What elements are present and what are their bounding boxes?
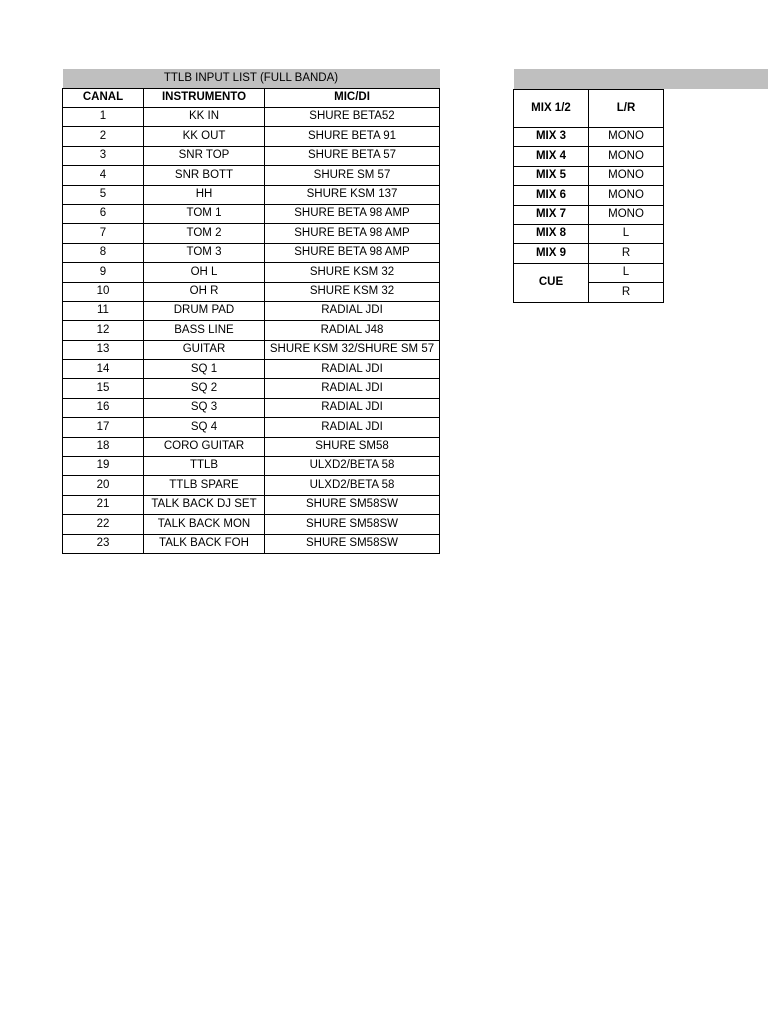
mic-di-cell: SHURE KSM 32 [265,282,440,301]
mix-row [514,166,664,185]
instrumento-cell: HH [144,185,265,204]
mic-di-cell: SHURE BETA 98 AMP [265,204,440,223]
instrumento-cell: TOM 1 [144,204,265,223]
canal-cell: 18 [63,437,144,456]
canal-cell: 13 [63,340,144,359]
table-row [63,127,440,146]
mic-di-cell: SHURE KSM 32/SHURE SM 57 [265,340,440,359]
mic-di-cell: RADIAL J48 [265,321,440,340]
instrumento-cell: KK IN [144,108,265,127]
mix-row [514,128,664,147]
table-row [63,185,440,204]
cue-right-cell: R [589,283,664,302]
table-row [63,263,440,282]
instrumento-cell: SNR BOTT [144,166,265,185]
mic-di-cell: SHURE BETA 91 [265,127,440,146]
canal-cell: 23 [63,534,144,553]
mic-di-cell: SHURE SM58 [265,437,440,456]
table-row [63,146,440,165]
table-row [63,418,440,437]
mix-header-name: MIX 1/2 [514,90,589,128]
instrumento-cell: SQ 3 [144,398,265,417]
mix-row [514,186,664,205]
mic-di-cell: SHURE SM 57 [265,166,440,185]
canal-cell: 3 [63,146,144,165]
mix-list-table [513,89,664,303]
mic-di-cell: SHURE KSM 137 [265,185,440,204]
instrumento-cell: GUITAR [144,340,265,359]
mic-di-cell: SHURE SM58SW [265,534,440,553]
instrumento-cell: SQ 4 [144,418,265,437]
mix-name-cell: MIX 4 [514,147,589,166]
table-row [63,321,440,340]
instrumento-cell: OH R [144,282,265,301]
canal-cell: 12 [63,321,144,340]
mic-di-cell: RADIAL JDI [265,379,440,398]
mix-row [514,147,664,166]
mic-di-cell: RADIAL JDI [265,360,440,379]
mic-di-cell: ULXD2/BETA 58 [265,457,440,476]
table-row [63,534,440,553]
mic-di-cell: SHURE BETA52 [265,108,440,127]
mix-mode-cell: MONO [589,147,664,166]
table-row [63,166,440,185]
canal-cell: 5 [63,185,144,204]
table-row [63,108,440,127]
instrumento-cell: TALK BACK FOH [144,534,265,553]
instrumento-cell: TTLB [144,457,265,476]
canal-cell: 20 [63,476,144,495]
table-row [63,457,440,476]
table-row [63,243,440,262]
canal-cell: 6 [63,204,144,223]
mic-di-cell: RADIAL JDI [265,301,440,320]
mix-name-cell: MIX 8 [514,224,589,243]
mix-row [514,244,664,263]
input-list-title: TTLB INPUT LIST (FULL BANDA) [63,69,440,89]
canal-cell: 21 [63,495,144,514]
table-row [63,515,440,534]
instrumento-cell: SQ 1 [144,360,265,379]
table-row [63,379,440,398]
input-list-header-row [63,89,440,108]
instrumento-cell: CORO GUITAR [144,437,265,456]
input-list-table [62,69,440,554]
mix-row [514,224,664,243]
canal-cell: 9 [63,263,144,282]
canal-cell: 22 [63,515,144,534]
instrumento-cell: TALK BACK DJ SET [144,495,265,514]
mic-di-cell: RADIAL JDI [265,418,440,437]
instrumento-cell: DRUM PAD [144,301,265,320]
table-row [63,398,440,417]
instrumento-cell: TOM 3 [144,243,265,262]
mic-di-cell: SHURE SM58SW [265,515,440,534]
mix-mode-cell: MONO [589,166,664,185]
canal-cell: 8 [63,243,144,262]
mix-mode-cell: MONO [589,128,664,147]
mix-mode-cell: MONO [589,186,664,205]
mic-di-cell: SHURE BETA 98 AMP [265,243,440,262]
instrumento-cell: TOM 2 [144,224,265,243]
mix-name-cell: MIX 7 [514,205,589,224]
mix-mode-cell: MONO [589,205,664,224]
mic-di-cell: SHURE BETA 98 AMP [265,224,440,243]
table-row [63,495,440,514]
mix-header-mode: L/R [589,90,664,128]
mix-mode-cell: R [589,244,664,263]
mix-name-cell: MIX 9 [514,244,589,263]
instrumento-cell: SNR TOP [144,146,265,165]
mix-row-cue [514,263,664,282]
instrumento-cell: TALK BACK MON [144,515,265,534]
column-header-mic-di: MIC/DI [265,89,440,108]
canal-cell: 14 [63,360,144,379]
column-header-canal: CANAL [63,89,144,108]
table-row [63,224,440,243]
mic-di-cell: ULXD2/BETA 58 [265,476,440,495]
canal-cell: 1 [63,108,144,127]
canal-cell: 11 [63,301,144,320]
mic-di-cell: SHURE SM58SW [265,495,440,514]
instrumento-cell: TTLB SPARE [144,476,265,495]
mix-name-cell: MIX 6 [514,186,589,205]
table-row [63,301,440,320]
mix-name-cell: MIX 3 [514,128,589,147]
canal-cell: 19 [63,457,144,476]
table-row [63,282,440,301]
canal-cell: 17 [63,418,144,437]
instrumento-cell: OH L [144,263,265,282]
canal-cell: 7 [63,224,144,243]
table-row [63,340,440,359]
mic-di-cell: SHURE KSM 32 [265,263,440,282]
instrumento-cell: BASS LINE [144,321,265,340]
instrumento-cell: KK OUT [144,127,265,146]
mic-di-cell: SHURE BETA 57 [265,146,440,165]
mic-di-cell: RADIAL JDI [265,398,440,417]
instrumento-cell: SQ 2 [144,379,265,398]
canal-cell: 4 [63,166,144,185]
mix-header-row [514,90,664,128]
canal-cell: 2 [63,127,144,146]
column-header-instrumento: INSTRUMENTO [144,89,265,108]
mix-row [514,205,664,224]
canal-cell: 15 [63,379,144,398]
table-row [63,204,440,223]
mix-mode-cell: L [589,224,664,243]
canal-cell: 10 [63,282,144,301]
table-row [63,476,440,495]
canal-cell: 16 [63,398,144,417]
table-row [63,437,440,456]
mix-header-bar [514,69,768,89]
mix-name-cell: MIX 5 [514,166,589,185]
cue-name-cell: CUE [514,263,589,302]
table-row [63,360,440,379]
cue-left-cell: L [589,263,664,282]
